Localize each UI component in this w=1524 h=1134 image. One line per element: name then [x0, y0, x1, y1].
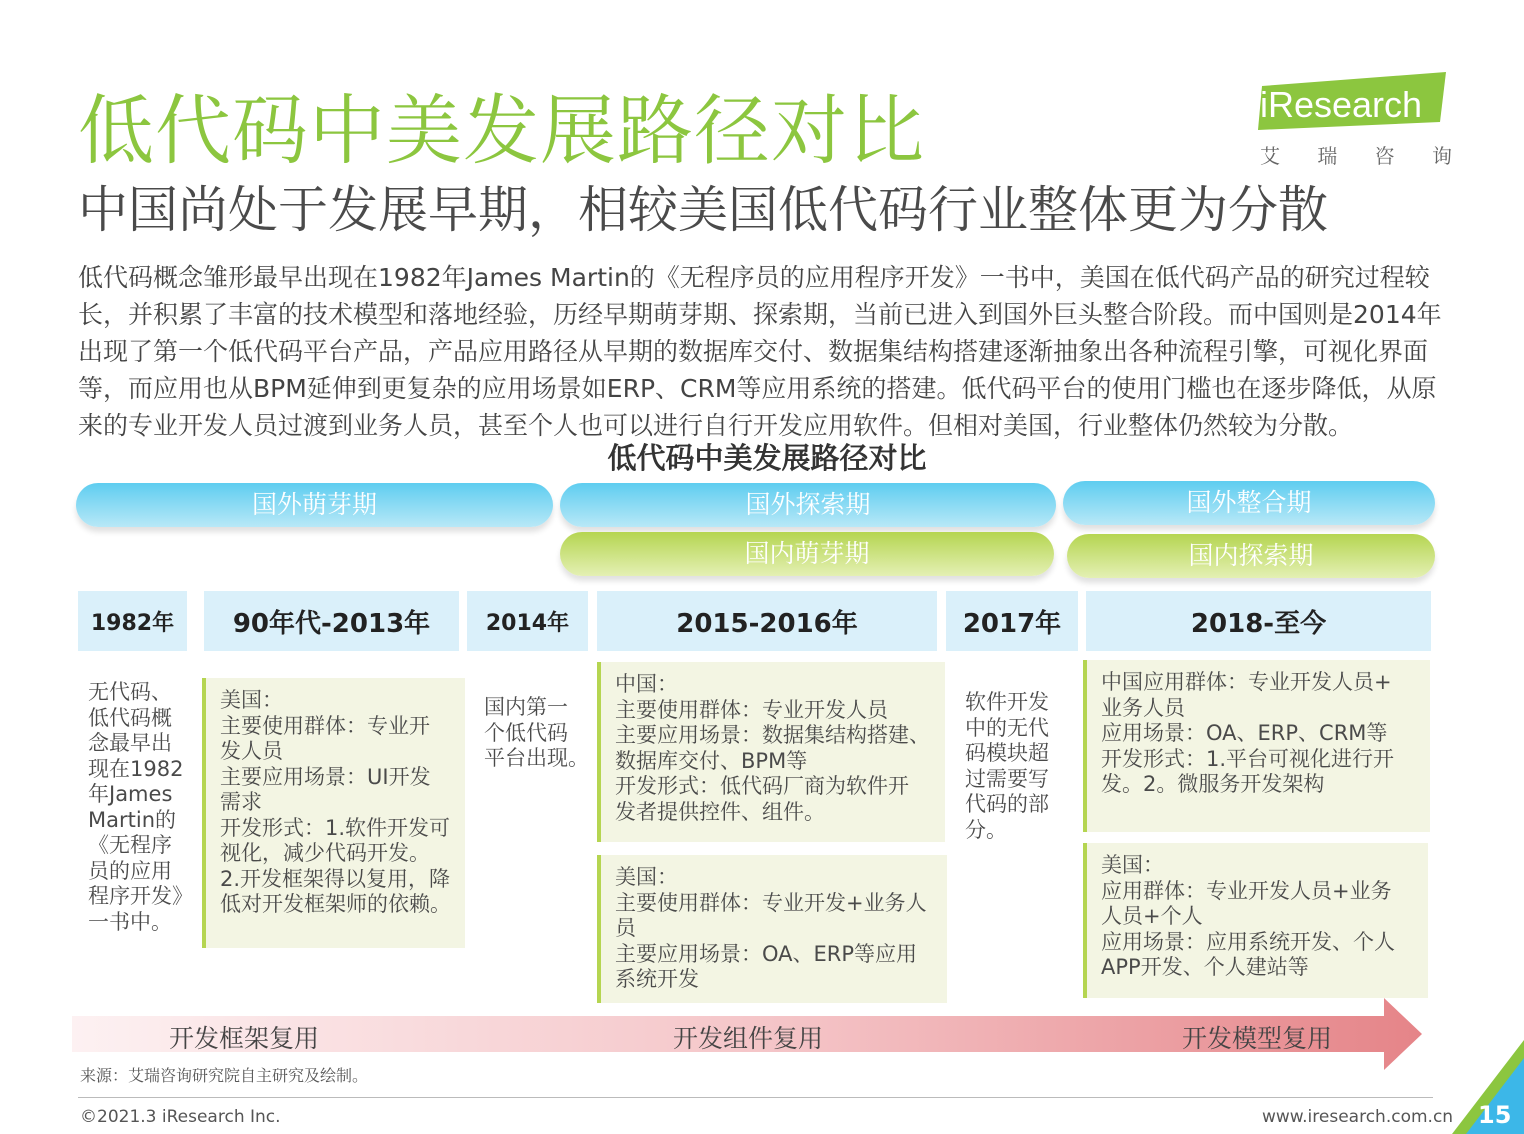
logo-char: 瑞	[1317, 144, 1338, 168]
detail-2018-cn-card	[1083, 660, 1430, 832]
detail-line: 分。	[965, 817, 1007, 842]
detail-line: 发人员	[220, 739, 283, 763]
phase-domestic-sprout: 国内萌芽期	[560, 532, 1054, 576]
detail-line: 软件开发	[965, 690, 1049, 714]
page-title: 低代码中美发展路径对比	[78, 86, 925, 175]
detail-line: 主要使用群体：专业开	[220, 713, 430, 738]
detail-90s-us-card	[202, 678, 465, 948]
detail-line: 主要使用群体：专业开发+业务人	[615, 890, 927, 915]
detail-line: 现在1982	[88, 756, 184, 781]
phase-foreign-explore: 国外探索期	[560, 483, 1056, 527]
figure-title: 低代码中美发展路径对比	[607, 441, 927, 475]
detail-line: 无代码、	[88, 680, 172, 704]
logo-char: 艾	[1260, 144, 1280, 168]
detail-line: 人员+个人	[1101, 904, 1203, 928]
detail-2018-us-card	[1083, 843, 1428, 998]
detail-line: APP开发、个人建站等	[1101, 955, 1309, 979]
year-2017: 2017年	[946, 591, 1078, 651]
website-link[interactable]: www.iresearch.com.cn	[1262, 1107, 1454, 1127]
phase-foreign-integrate: 国外整合期	[1063, 481, 1435, 525]
detail-line: 代码的部	[965, 792, 1049, 816]
detail-line: 平台出现。	[484, 746, 589, 770]
detail-line: 过需要写	[965, 766, 1049, 791]
detail-line: 个低代码	[484, 720, 568, 745]
detail-line: 码模块超	[965, 741, 1049, 765]
detail-line: 员	[615, 916, 636, 940]
detail-line: 美国：	[1101, 853, 1164, 877]
detail-line: 中的无代	[965, 715, 1049, 740]
detail-2017	[965, 690, 1070, 843]
page-subtitle: 中国尚处于发展早期，相较美国低代码行业整体更为分散	[78, 181, 1328, 239]
intro-paragraph: 低代码概念雏形最早出现在1982年James Martin的《无程序员的应用程序开发》一书中，美国在低代码产品的研究过程较长，并积累了丰富的技术模型和落地经验，历经早期萌芽期、探索期，当前已进入到国外巨头整合阶段。而中国则是2014年出现了第一个低代码平台产品，产品应用路径从早期的数据库交付、数据集结构搭建逐渐抽象出各种流程引擎，可视化界面等，而应用也从BPM延伸到更复杂的应用场景如ERP、CRM等应用系统的搭建。低代码平台的使用门槛也在逐步降低，从原来的专业开发人员过渡到业务人员，甚至个人也可以进行自行开发应用软件。但相对美国，行业整体仍然较为分散。	[78, 263, 1442, 440]
arrow-label-model: 开发模型复用	[1182, 1024, 1333, 1053]
detail-line: 开发形式：1.软件开发可	[220, 815, 451, 840]
detail-line: 中国：	[615, 672, 678, 696]
footer-divider	[78, 1097, 1433, 1098]
year-1982: 1982年	[78, 591, 187, 651]
logo-chinese-name	[1260, 140, 1452, 169]
source-note: 来源：艾瑞咨询研究院自主研究及绘制。	[80, 1066, 369, 1085]
detail-line: 《无程序	[88, 833, 172, 857]
logo-char: 咨	[1374, 144, 1395, 168]
logo-wordmark: iResearch	[1260, 84, 1423, 125]
detail-line: 员的应用	[88, 858, 172, 883]
detail-line: 2.开发框架得以复用，降	[220, 866, 451, 891]
detail-line: Martin的	[88, 807, 176, 832]
detail-line: 美国：	[220, 688, 283, 712]
detail-line: 系统开发	[615, 967, 699, 991]
year-90s-2013: 90年代-2013年	[204, 591, 459, 651]
detail-line: 低代码概	[88, 705, 172, 730]
year-2014: 2014年	[467, 591, 588, 651]
detail-line: 发。2。微服务开发架构	[1101, 772, 1325, 796]
detail-line: 应用场景：应用系统开发、个人	[1101, 929, 1395, 954]
phase-foreign-sprout: 国外萌芽期	[76, 483, 553, 527]
detail-line: 视化，减少代码开发。	[220, 841, 430, 865]
arrow-label-framework: 开发框架复用	[169, 1024, 320, 1053]
copyright: ©2021.3 iResearch Inc.	[80, 1107, 281, 1127]
detail-line: 主要应用场景：UI开发	[220, 764, 431, 789]
detail-line: 主要应用场景：数据集结构搭建、	[615, 723, 930, 747]
detail-line: 程序开发》	[88, 884, 193, 908]
detail-2015-us-card	[597, 855, 947, 1003]
detail-2015-cn-card	[597, 662, 945, 842]
detail-line: 开发形式：低代码厂商为软件开	[615, 774, 909, 798]
detail-line: 美国：	[615, 865, 678, 889]
detail-line: 数据库交付、BPM等	[615, 748, 808, 773]
detail-line: 国内第一	[484, 695, 568, 719]
detail-1982	[88, 680, 193, 935]
page-number: 15	[1478, 1101, 1512, 1129]
detail-line: 开发形式：1.平台可视化进行开	[1101, 746, 1395, 771]
detail-line: 应用群体：专业开发人员+业务	[1101, 878, 1392, 903]
detail-line: 中国应用群体：专业开发人员+	[1101, 670, 1392, 694]
detail-line: 业务人员	[1101, 695, 1185, 720]
detail-line: 主要使用群体：专业开发人员	[615, 697, 888, 722]
logo-char: 询	[1431, 144, 1452, 168]
detail-line: 年James	[88, 782, 173, 806]
detail-line: 低对开发框架师的依赖。	[220, 892, 451, 916]
detail-2014	[484, 695, 589, 772]
phase-domestic-explore: 国内探索期	[1067, 534, 1435, 578]
year-2018-now: 2018-至今	[1086, 591, 1431, 651]
year-2015-2016: 2015-2016年	[597, 591, 937, 651]
detail-line: 念最早出	[88, 731, 172, 755]
detail-line: 主要应用场景：OA、ERP等应用	[615, 941, 918, 966]
detail-line: 发者提供控件、组件。	[615, 799, 825, 824]
iresearch-logo	[1256, 70, 1452, 168]
detail-line: 需求	[220, 790, 262, 814]
arrow-label-component: 开发组件复用	[673, 1024, 824, 1053]
detail-line: 一书中。	[88, 909, 172, 934]
detail-line: 应用场景：OA、ERP、CRM等	[1101, 721, 1388, 745]
